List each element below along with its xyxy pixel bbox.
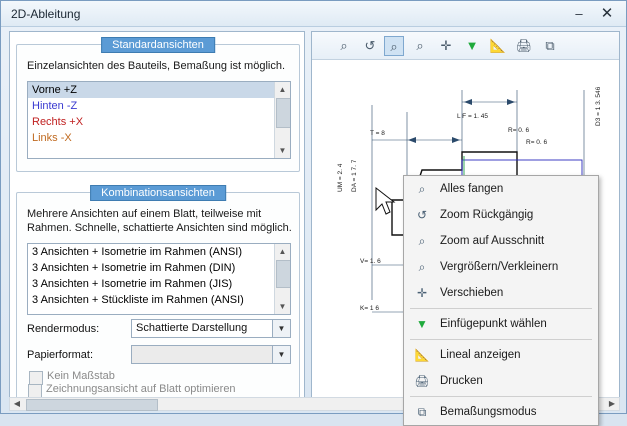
menu-item-einfuegepunkt-waehlen[interactable] xyxy=(404,311,598,337)
menu-item-label: Drucken xyxy=(440,375,483,387)
list-item[interactable]: 3 Ansichten + Stückliste im Rahmen (ANSI) xyxy=(32,294,244,306)
list-item[interactable]: 3 Ansichten + Isometrie im Rahmen (JIS) xyxy=(32,278,233,290)
combination-views-group xyxy=(16,187,300,400)
combination-views-list[interactable] xyxy=(27,243,291,315)
options-panel xyxy=(9,31,305,407)
combination-views-title: Kombinationsansichten xyxy=(90,185,226,201)
svg-text:T = 8: T = 8 xyxy=(370,130,385,137)
rendermodus-select[interactable] xyxy=(131,319,291,338)
menu-item-verschieben[interactable] xyxy=(404,280,598,306)
ruler-icon[interactable]: 📐 xyxy=(489,38,507,53)
page-title: 2D-Ableitung xyxy=(11,7,81,21)
svg-text:D3 = 1 3. 546: D3 = 1 3. 546 xyxy=(595,86,602,126)
svg-text:K= 1 6: K= 1 6 xyxy=(360,305,379,312)
standard-views-group xyxy=(16,39,300,172)
scroll-up-icon[interactable]: ▲ xyxy=(275,244,290,259)
menu-item-label: Einfügepunkt wählen xyxy=(440,318,547,330)
chevron-down-icon[interactable]: ▼ xyxy=(272,346,290,363)
minimize-button[interactable]: – xyxy=(575,6,583,21)
snap-all-icon: ⌕ xyxy=(418,182,426,196)
standard-views-list[interactable] xyxy=(27,81,291,159)
list-item[interactable]: Links -X xyxy=(32,132,72,144)
menu-item-label: Verschieben xyxy=(440,287,504,299)
optimieren-checkbox[interactable] xyxy=(28,384,42,398)
scroll-right-icon[interactable]: ▶ xyxy=(608,399,616,408)
menu-item-bemassungsmodus[interactable] xyxy=(404,399,598,425)
print-icon[interactable]: 🖨 xyxy=(515,38,533,53)
insert-point-icon: ▼ xyxy=(416,317,428,331)
zoom-region-icon: ⌕ xyxy=(418,234,426,248)
zoom-in-out-icon: ⌕ xyxy=(418,260,426,274)
scroll-thumb[interactable] xyxy=(276,260,291,288)
graphics-toolbar xyxy=(312,32,619,60)
zoom-region-icon[interactable]: ⌕ xyxy=(384,36,404,56)
standard-views-scrollbar[interactable] xyxy=(274,82,290,158)
dimension-mode-icon: ⧉ xyxy=(417,405,427,419)
menu-item-label: Zoom Rückgängig xyxy=(440,209,534,221)
chevron-down-icon[interactable]: ▼ xyxy=(272,320,290,337)
rendermodus-label: Rendermodus: xyxy=(27,323,100,335)
close-button[interactable]: ✕ xyxy=(600,5,614,22)
undo-zoom-icon: ↺ xyxy=(416,208,428,222)
svg-text:UM = 2. 4: UM = 2. 4 xyxy=(337,163,344,192)
papierformat-select[interactable] xyxy=(131,345,291,364)
dimension-mode-icon[interactable]: ⧉ xyxy=(545,38,555,53)
list-item[interactable]: Vorne +Z xyxy=(28,82,279,98)
print-icon: 🖨 xyxy=(414,374,430,388)
pan-icon[interactable]: ✛ xyxy=(440,38,452,53)
kein-massstab-checkbox[interactable] xyxy=(29,371,43,385)
combination-views-description-1: Mehrere Ansichten auf einem Blatt, teilweise mit xyxy=(27,208,262,220)
menu-item-label: Lineal anzeigen xyxy=(440,349,521,361)
standard-views-title: Standardansichten xyxy=(101,37,215,53)
svg-text:R= 0. 6: R= 0. 6 xyxy=(526,139,548,146)
menu-item-zoom-rueckgaengig[interactable] xyxy=(404,202,598,228)
menu-item-zoom-auf-ausschnitt[interactable] xyxy=(404,228,598,254)
list-item[interactable]: Hinten -Z xyxy=(32,100,78,112)
menu-item-label: Alles fangen xyxy=(440,183,504,195)
menu-separator xyxy=(410,308,592,309)
combination-views-scrollbar[interactable] xyxy=(274,244,290,314)
title-bar xyxy=(1,1,626,27)
menu-item-drucken[interactable] xyxy=(404,368,598,394)
menu-separator xyxy=(410,339,592,340)
menu-item-label: Vergrößern/Verkleinern xyxy=(440,261,559,273)
optimieren-label: Zeichnungsansicht auf Blatt optimieren xyxy=(46,383,236,395)
menu-item-lineal-anzeigen[interactable] xyxy=(404,342,598,368)
menu-item-label: Zoom auf Ausschnitt xyxy=(440,235,545,247)
scroll-thumb[interactable] xyxy=(26,399,158,411)
zoom-window-icon[interactable]: ⌕ xyxy=(340,38,348,53)
list-item[interactable]: Rechts +X xyxy=(32,116,84,128)
ruler-icon: 📐 xyxy=(414,348,430,362)
insert-point-icon[interactable]: ▼ xyxy=(465,38,479,53)
combination-views-description-2: Rahmen. Schnelle, schattierte Ansichten sind möglich. xyxy=(27,222,292,234)
undo-icon[interactable]: ↺ xyxy=(364,38,376,53)
pan-icon: ✛ xyxy=(416,286,428,300)
menu-item-label: Bemaßungsmodus xyxy=(440,406,537,418)
scroll-down-icon[interactable]: ▼ xyxy=(275,143,290,158)
svg-text:V= 1. 6: V= 1. 6 xyxy=(360,258,381,265)
zoom-in-out-icon[interactable]: ⌕ xyxy=(416,38,424,53)
standard-views-description: Einzelansichten des Bauteils, Bemaßung ist möglich. xyxy=(27,60,286,72)
menu-separator xyxy=(410,396,592,397)
papierformat-label: Papierformat: xyxy=(27,349,94,361)
list-item[interactable]: 3 Ansichten + Isometrie im Rahmen (ANSI) xyxy=(32,246,242,258)
menu-item-vergroessern-verkleinern[interactable] xyxy=(404,254,598,280)
scroll-down-icon[interactable]: ▼ xyxy=(275,299,290,314)
scroll-thumb[interactable] xyxy=(276,98,291,128)
svg-text:DA = 1 7. 7: DA = 1 7. 7 xyxy=(351,159,358,192)
list-item[interactable]: 3 Ansichten + Isometrie im Rahmen (DIN) xyxy=(32,262,236,274)
context-menu[interactable] xyxy=(403,175,599,426)
scroll-up-icon[interactable]: ▲ xyxy=(275,82,290,97)
rendermodus-value: Schattierte Darstellung xyxy=(136,322,248,334)
menu-item-alles-fangen[interactable] xyxy=(404,176,598,202)
scroll-left-icon[interactable]: ◀ xyxy=(13,399,21,408)
svg-text:L F = 1. 45: L F = 1. 45 xyxy=(457,113,489,120)
svg-text:R= 0. 6: R= 0. 6 xyxy=(508,127,530,134)
kein-massstab-label: Kein Maßstab xyxy=(47,370,115,382)
